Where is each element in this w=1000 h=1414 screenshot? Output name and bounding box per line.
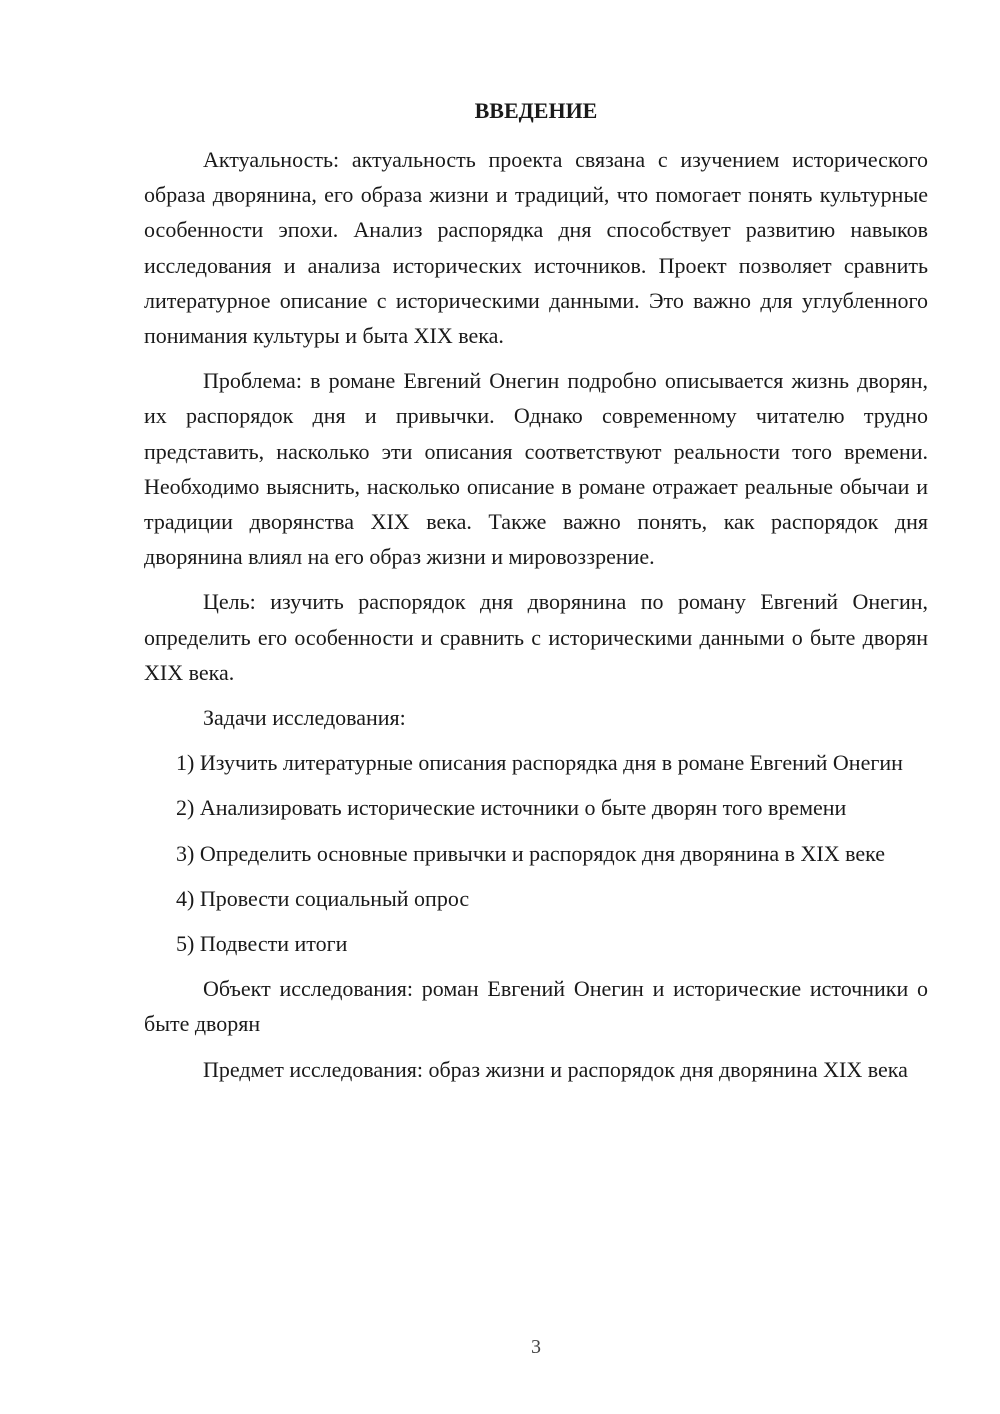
task-item-4: 4) Провести социальный опрос bbox=[176, 885, 470, 911]
goal-paragraph: Цель: изучить распорядок дня дворянина по роману Евгений Онегин, определить его особенности и сравнить с историческими данными о быте дворян XIX века. bbox=[144, 589, 928, 685]
problem-paragraph: Проблема: в романе Евгений Онегин подробно описывается жизнь дворян, их распорядок дня и привычки. Однако современному читателю трудно представить, насколько эти описания соответствуют реальности того времени. Необходимо выяснить, насколько описание в романе отражает реальные обычаи и традиции дворянства XIX века. Также важно понять, как распорядок дня дворянина влиял на его образ жизни и мировоззрение. bbox=[144, 368, 928, 570]
task-item-5: 5) Подвести итоги bbox=[176, 931, 348, 957]
task-item-1: 1) Изучить литературные описания распорядка дня в романе Евгений Онегин bbox=[176, 750, 903, 776]
task-item-3: 3) Определить основные привычки и распорядок дня дворянина в XIX веке bbox=[176, 840, 886, 866]
object-paragraph: Объект исследования: роман Евгений Онегин и исторические источники о быте дворян bbox=[144, 976, 928, 1037]
subject-paragraph: Предмет исследования: образ жизни и распорядок дня дворянина XIX века bbox=[203, 1056, 908, 1082]
task-item-2: 2) Анализировать исторические источники о быте дворян того времени bbox=[176, 795, 847, 821]
relevance-paragraph: Актуальность: актуальность проекта связана с изучением исторического образа дворянина, его образа жизни и традиций, что помогает понять культурные особенности эпохи. Анализ распорядка дня способствует развитию навыков исследования и анализа исторических источников. Проект позволяет сравнить литературное описание с историческими данными. Это важно для углубленного понимания культуры и быта XIX века. bbox=[144, 147, 928, 349]
section-heading: ВВЕДЕНИЕ bbox=[474, 98, 598, 123]
tasks-heading: Задачи исследования: bbox=[203, 705, 406, 731]
body-text bbox=[144, 142, 928, 1087]
page-number: 3 bbox=[531, 1336, 541, 1358]
